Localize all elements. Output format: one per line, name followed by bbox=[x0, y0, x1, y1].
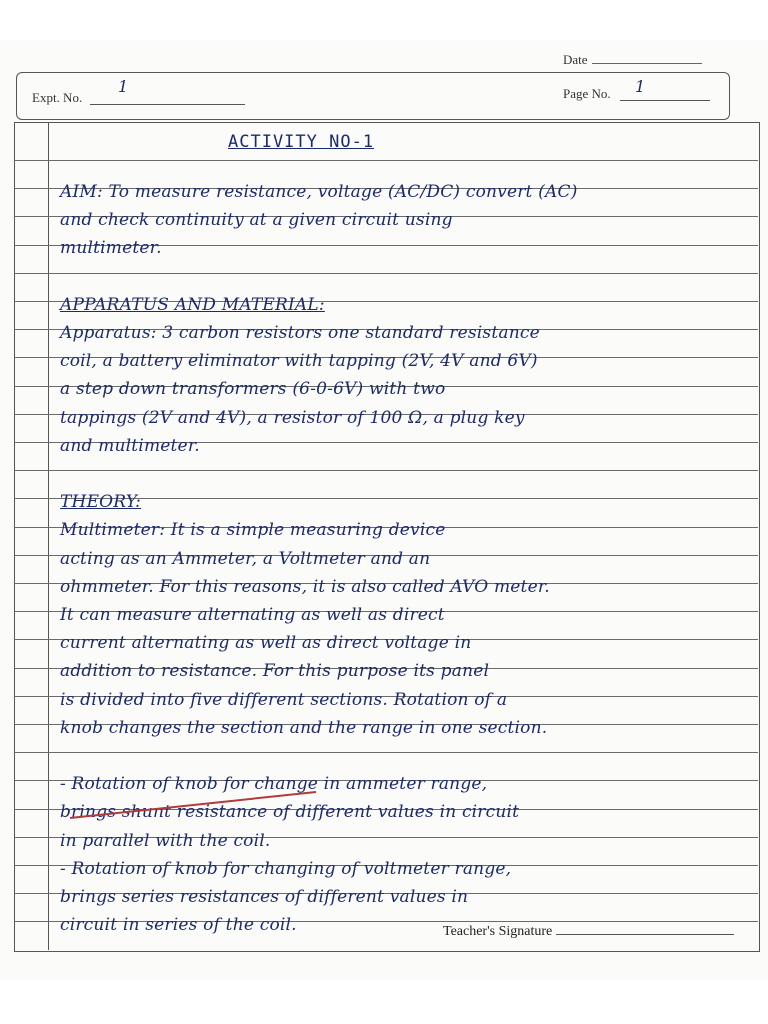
date-field bbox=[563, 52, 702, 68]
expt-no-label: Expt. No. bbox=[32, 90, 83, 105]
handwritten-line: APPARATUS AND MATERIAL: bbox=[60, 294, 325, 315]
handwritten-line: multimeter. bbox=[60, 238, 162, 259]
expt-no-value: 1 bbox=[118, 77, 129, 96]
handwritten-line: coil, a battery eliminator with tapping (2V, 4V and 6V) bbox=[60, 351, 538, 372]
ruled-line bbox=[14, 470, 758, 471]
page-no-value: 1 bbox=[635, 77, 646, 96]
handwritten-line: acting as an Ammeter, a Voltmeter and an bbox=[60, 548, 431, 569]
handwritten-line: circuit in series of the coil. bbox=[60, 915, 297, 936]
strike-mark bbox=[68, 790, 318, 820]
handwritten-line: Multimeter: It is a simple measuring device bbox=[60, 520, 446, 541]
handwritten-line: AIM: To measure resistance, voltage (AC/DC) convert (AC) bbox=[60, 182, 578, 202]
handwritten-line: and check continuity at a given circuit using bbox=[60, 210, 453, 231]
activity-title: ACTIVITY NO-1 bbox=[228, 132, 375, 152]
date-rule bbox=[592, 53, 702, 64]
handwritten-line: current alternating as well as direct voltage in bbox=[60, 633, 472, 654]
margin-line bbox=[48, 122, 49, 950]
ruled-line bbox=[14, 160, 758, 161]
handwritten-line: addition to resistance. For this purpose its panel bbox=[60, 661, 490, 682]
handwritten-line: - Rotation of knob for changing of voltmeter range, bbox=[60, 858, 512, 879]
handwritten-line: brings shunt resistance of different values in circuit bbox=[60, 802, 520, 823]
handwritten-line: a step down transformers (6-0-6V) with two bbox=[60, 379, 446, 400]
handwritten-line: ohmmeter. For this reasons, it is also called AVO meter. bbox=[60, 576, 550, 597]
handwritten-line: Apparatus: 3 carbon resistors one standard resistance bbox=[60, 323, 540, 343]
expt-no-rule bbox=[90, 94, 245, 105]
handwritten-line: - Rotation of knob for change in ammeter range, bbox=[60, 774, 488, 795]
handwritten-line: tappings (2V and 4V), a resistor of 100 Ω, a plug key bbox=[60, 407, 525, 428]
handwritten-line: brings series resistances of different values in bbox=[60, 887, 469, 907]
handwritten-line: THEORY: bbox=[60, 492, 142, 513]
date-label: Date bbox=[563, 52, 588, 67]
page-no-label: Page No. bbox=[563, 86, 611, 101]
handwritten-line: It can measure alternating as well as direct bbox=[60, 605, 445, 625]
handwritten-line: is divided into five different sections. Rotation of a bbox=[60, 689, 508, 710]
page-no-rule bbox=[620, 90, 710, 101]
handwritten-line: knob changes the section and the range in one section. bbox=[60, 717, 548, 738]
signature-rule bbox=[556, 924, 734, 935]
handwritten-line: in parallel with the coil. bbox=[60, 830, 271, 851]
teacher-signature-label: Teacher's Signature bbox=[443, 924, 553, 939]
handwritten-line: and multimeter. bbox=[60, 435, 200, 456]
ruled-line bbox=[14, 752, 758, 753]
ruled-line bbox=[14, 273, 758, 274]
teacher-signature-field bbox=[443, 924, 734, 940]
